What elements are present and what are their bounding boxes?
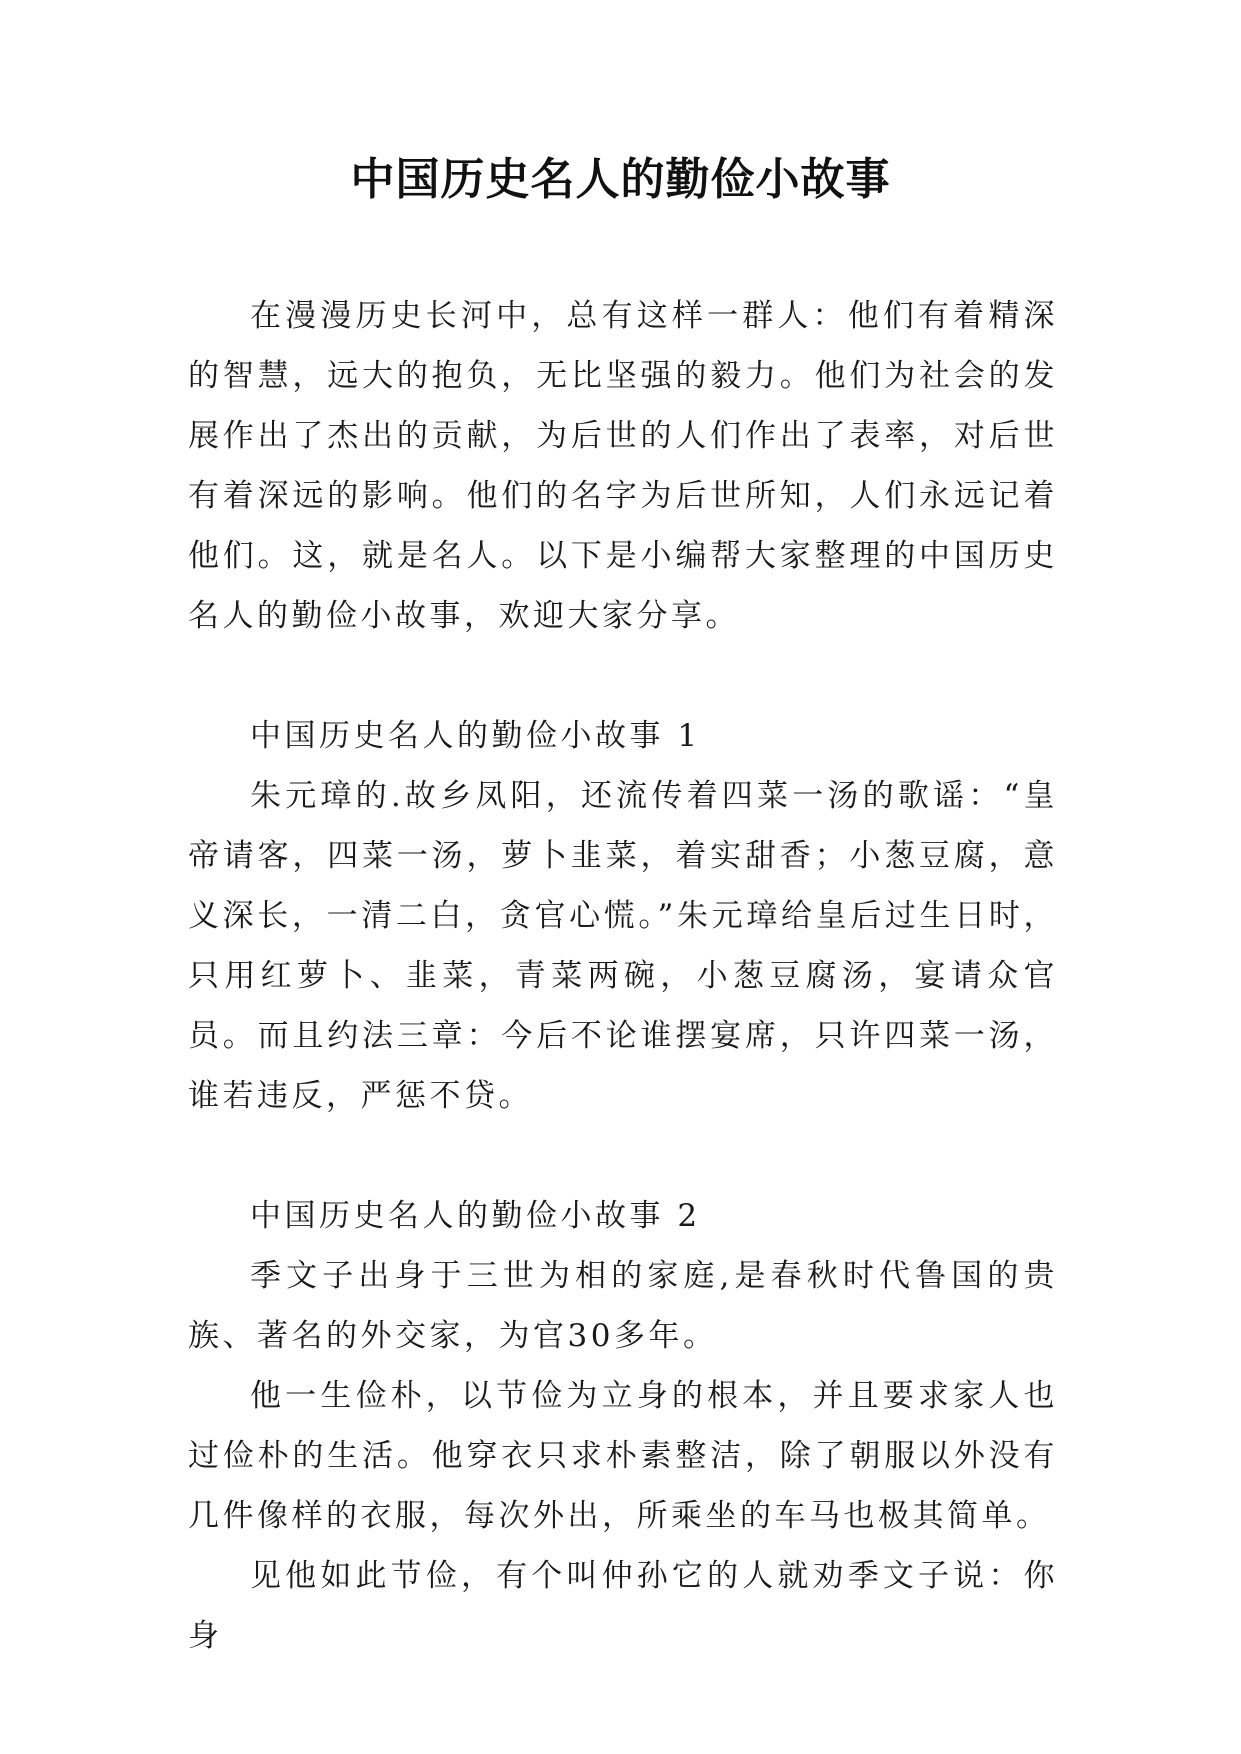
section-1-paragraph-1: 朱元璋的.故乡凤阳，还流传着四菜一汤的歌谣：“皇帝请客，四菜一汤，萝卜韭菜，着实甜香；小葱豆腐，意义深长，一清二白，贪官心慌。”朱元璋给皇后过生日时，只用红萝卜、韭菜，青菜两碗，小葱豆腐汤，宴请众官员。而且约法三章：今后不论谁摆宴席，只许四菜一汤，谁若违反，严惩不贷。 [188, 778, 1058, 1114]
section-spacer [188, 1126, 1058, 1186]
document-body [188, 286, 1058, 1666]
section-2-paragraph-2: 他一生俭朴，以节俭为立身的根本，并且要求家人也过俭朴的生活。他穿衣只求朴素整洁，除了朝服以外没有几件像样的衣服，每次外出，所乘坐的车马也极其简单。 [188, 1378, 1058, 1534]
section-heading-2: 中国历史名人的勤俭小故事 2 [250, 1198, 701, 1234]
document-title: 中国历史名人的勤俭小故事 [350, 154, 891, 205]
intro-paragraph: 在漫漫历史长河中，总有这样一群人：他们有着精深的智慧，远大的抱负，无比坚强的毅力。他们为社会的发展作出了杰出的贡献，为后世的人们作出了表率，对后世有着深远的影响。他们的名字为后世所知，人们永远记着他们。这，就是名人。以下是小编帮大家整理的中国历史名人的勤俭小故事，欢迎大家分享。 [188, 298, 1058, 634]
section-2-paragraph-1: 季文子出身于三世为相的家庭,是春秋时代鲁国的贵族、著名的外交家，为官30多年。 [188, 1258, 1058, 1354]
section-heading-1: 中国历史名人的勤俭小故事 1 [250, 718, 701, 754]
section-2-paragraph-3: 见他如此节俭，有个叫仲孙它的人就劝季文子说：你身 [188, 1558, 1058, 1654]
section-spacer [188, 646, 1058, 706]
